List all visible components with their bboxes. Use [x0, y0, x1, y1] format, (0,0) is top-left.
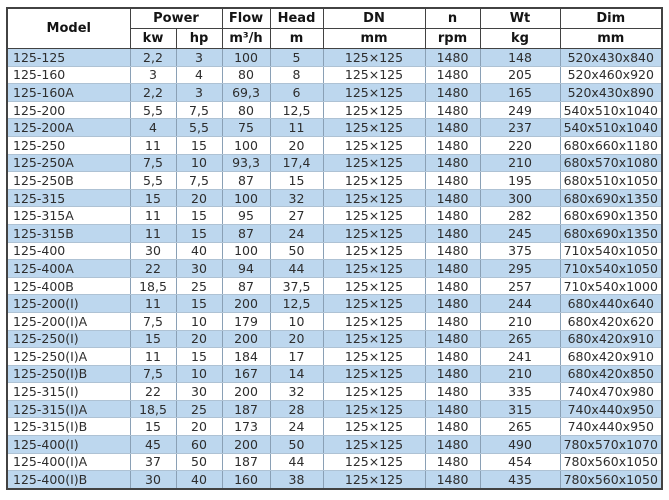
cell-kw: 15: [130, 189, 176, 207]
cell-kw: 7,5: [130, 312, 176, 330]
cell-wt: 244: [480, 295, 560, 313]
cell-model: 125-315: [7, 189, 130, 207]
cell-kw: 45: [130, 436, 176, 454]
cell-dim: 680x660x1180: [560, 136, 662, 154]
cell-hp: 60: [176, 436, 222, 454]
cell-head: 32: [270, 383, 323, 401]
table-row: [7, 189, 662, 207]
cell-kw: 22: [130, 260, 176, 278]
cell-flow: 80: [222, 66, 270, 84]
cell-dim: 740x440x950: [560, 418, 662, 436]
cell-hp: 30: [176, 260, 222, 278]
cell-n: 1480: [425, 49, 480, 67]
cell-n: 1480: [425, 224, 480, 242]
cell-dim: 680x690x1350: [560, 207, 662, 225]
cell-hp: 5,5: [176, 119, 222, 137]
cell-n: 1480: [425, 400, 480, 418]
cell-hp: 20: [176, 418, 222, 436]
cell-hp: 20: [176, 330, 222, 348]
cell-kw: 30: [130, 242, 176, 260]
cell-dim: 540x510x1040: [560, 101, 662, 119]
cell-hp: 30: [176, 383, 222, 401]
cell-head: 50: [270, 242, 323, 260]
cell-dn: 125×125: [323, 400, 425, 418]
cell-model: 125-400(I)B: [7, 471, 130, 489]
cell-dn: 125×125: [323, 295, 425, 313]
cell-dn: 125×125: [323, 224, 425, 242]
col-header-dn: DN: [323, 8, 425, 29]
cell-wt: 315: [480, 400, 560, 418]
cell-head: 10: [270, 312, 323, 330]
cell-n: 1480: [425, 330, 480, 348]
cell-model: 125-200(I): [7, 295, 130, 313]
cell-kw: 11: [130, 207, 176, 225]
cell-kw: 30: [130, 471, 176, 489]
cell-flow: 160: [222, 471, 270, 489]
table-row: [7, 101, 662, 119]
cell-dim: 780x560x1050: [560, 453, 662, 471]
cell-dim: 740x470x980: [560, 383, 662, 401]
col-header-dn-unit: mm: [323, 29, 425, 49]
table-row: [7, 154, 662, 172]
cell-hp: 15: [176, 348, 222, 366]
table-header: [7, 8, 662, 49]
cell-flow: 94: [222, 260, 270, 278]
cell-kw: 11: [130, 348, 176, 366]
table-body: [7, 49, 662, 489]
cell-dim: 780x560x1050: [560, 471, 662, 489]
cell-wt: 220: [480, 136, 560, 154]
cell-dn: 125×125: [323, 136, 425, 154]
col-header-wt-unit: kg: [480, 29, 560, 49]
cell-model: 125-315B: [7, 224, 130, 242]
cell-dn: 125×125: [323, 330, 425, 348]
cell-flow: 100: [222, 242, 270, 260]
cell-wt: 375: [480, 242, 560, 260]
cell-dn: 125×125: [323, 189, 425, 207]
cell-dim: 680x690x1350: [560, 189, 662, 207]
cell-dim: 520x430x890: [560, 84, 662, 102]
cell-dn: 125×125: [323, 436, 425, 454]
table-row: [7, 436, 662, 454]
cell-dn: 125×125: [323, 348, 425, 366]
cell-flow: 184: [222, 348, 270, 366]
cell-head: 6: [270, 84, 323, 102]
header-row-top: [7, 8, 662, 29]
cell-n: 1480: [425, 277, 480, 295]
cell-head: 27: [270, 207, 323, 225]
cell-kw: 18,5: [130, 400, 176, 418]
cell-head: 14: [270, 365, 323, 383]
cell-hp: 15: [176, 136, 222, 154]
cell-kw: 2,2: [130, 49, 176, 67]
cell-dim: 740x440x950: [560, 400, 662, 418]
cell-flow: 87: [222, 224, 270, 242]
table-row: [7, 453, 662, 471]
cell-dim: 680x440x640: [560, 295, 662, 313]
cell-wt: 205: [480, 66, 560, 84]
cell-hp: 3: [176, 84, 222, 102]
cell-hp: 4: [176, 66, 222, 84]
cell-n: 1480: [425, 383, 480, 401]
table-row: [7, 136, 662, 154]
cell-n: 1480: [425, 436, 480, 454]
cell-head: 5: [270, 49, 323, 67]
cell-dim: 680x420x910: [560, 348, 662, 366]
cell-wt: 490: [480, 436, 560, 454]
cell-dim: 780x570x1070: [560, 436, 662, 454]
cell-n: 1480: [425, 365, 480, 383]
cell-hp: 7,5: [176, 101, 222, 119]
cell-kw: 5,5: [130, 101, 176, 119]
col-header-head-unit: m: [270, 29, 323, 49]
cell-head: 28: [270, 400, 323, 418]
cell-wt: 249: [480, 101, 560, 119]
cell-kw: 11: [130, 224, 176, 242]
cell-wt: 210: [480, 154, 560, 172]
table-row: [7, 66, 662, 84]
cell-wt: 300: [480, 189, 560, 207]
cell-model: 125-400A: [7, 260, 130, 278]
cell-n: 1480: [425, 66, 480, 84]
cell-model: 125-125: [7, 49, 130, 67]
cell-dn: 125×125: [323, 471, 425, 489]
col-header-model: Model: [7, 8, 130, 49]
cell-flow: 100: [222, 189, 270, 207]
cell-model: 125-250(I): [7, 330, 130, 348]
cell-kw: 11: [130, 136, 176, 154]
cell-wt: 454: [480, 453, 560, 471]
cell-wt: 265: [480, 418, 560, 436]
cell-hp: 20: [176, 189, 222, 207]
cell-model: 125-400(I)A: [7, 453, 130, 471]
cell-n: 1480: [425, 84, 480, 102]
table-row: [7, 418, 662, 436]
cell-head: 50: [270, 436, 323, 454]
cell-flow: 87: [222, 172, 270, 190]
cell-model: 125-160: [7, 66, 130, 84]
cell-hp: 3: [176, 49, 222, 67]
cell-model: 125-250(I)A: [7, 348, 130, 366]
cell-dim: 540x510x1040: [560, 119, 662, 137]
col-header-n-unit: rpm: [425, 29, 480, 49]
pump-spec-table: [6, 7, 663, 490]
cell-flow: 187: [222, 453, 270, 471]
cell-n: 1480: [425, 136, 480, 154]
cell-wt: 265: [480, 330, 560, 348]
cell-model: 125-400B: [7, 277, 130, 295]
cell-wt: 295: [480, 260, 560, 278]
cell-dn: 125×125: [323, 49, 425, 67]
cell-dn: 125×125: [323, 154, 425, 172]
cell-flow: 69,3: [222, 84, 270, 102]
cell-head: 24: [270, 418, 323, 436]
cell-flow: 200: [222, 295, 270, 313]
cell-dim: 680x690x1350: [560, 224, 662, 242]
cell-dim: 520x430x840: [560, 49, 662, 67]
col-header-head: Head: [270, 8, 323, 29]
cell-wt: 237: [480, 119, 560, 137]
cell-head: 44: [270, 260, 323, 278]
cell-dn: 125×125: [323, 242, 425, 260]
cell-hp: 40: [176, 471, 222, 489]
cell-n: 1480: [425, 207, 480, 225]
cell-head: 38: [270, 471, 323, 489]
table-row: [7, 471, 662, 489]
cell-kw: 2,2: [130, 84, 176, 102]
cell-n: 1480: [425, 189, 480, 207]
cell-n: 1480: [425, 312, 480, 330]
cell-dim: 680x570x1080: [560, 154, 662, 172]
cell-head: 37,5: [270, 277, 323, 295]
cell-n: 1480: [425, 295, 480, 313]
cell-dim: 680x420x910: [560, 330, 662, 348]
cell-head: 17,4: [270, 154, 323, 172]
cell-dn: 125×125: [323, 277, 425, 295]
cell-head: 20: [270, 136, 323, 154]
cell-model: 125-250: [7, 136, 130, 154]
cell-wt: 148: [480, 49, 560, 67]
cell-kw: 18,5: [130, 277, 176, 295]
cell-n: 1480: [425, 471, 480, 489]
cell-hp: 15: [176, 224, 222, 242]
cell-head: 20: [270, 330, 323, 348]
cell-kw: 22: [130, 383, 176, 401]
cell-model: 125-315(I)A: [7, 400, 130, 418]
cell-dn: 125×125: [323, 101, 425, 119]
cell-head: 11: [270, 119, 323, 137]
cell-dn: 125×125: [323, 383, 425, 401]
table-row: [7, 295, 662, 313]
cell-hp: 15: [176, 207, 222, 225]
cell-wt: 165: [480, 84, 560, 102]
table-row: [7, 348, 662, 366]
cell-dn: 125×125: [323, 207, 425, 225]
cell-model: 125-160A: [7, 84, 130, 102]
cell-wt: 210: [480, 312, 560, 330]
cell-model: 125-315(I)B: [7, 418, 130, 436]
cell-n: 1480: [425, 418, 480, 436]
cell-n: 1480: [425, 260, 480, 278]
cell-head: 12,5: [270, 295, 323, 313]
cell-model: 125-200A: [7, 119, 130, 137]
cell-wt: 257: [480, 277, 560, 295]
cell-flow: 200: [222, 330, 270, 348]
cell-flow: 100: [222, 136, 270, 154]
cell-hp: 10: [176, 154, 222, 172]
cell-flow: 95: [222, 207, 270, 225]
cell-n: 1480: [425, 101, 480, 119]
cell-wt: 435: [480, 471, 560, 489]
col-header-flow-unit: m³/h: [222, 29, 270, 49]
cell-dim: 680x420x620: [560, 312, 662, 330]
cell-n: 1480: [425, 154, 480, 172]
cell-kw: 4: [130, 119, 176, 137]
cell-dn: 125×125: [323, 172, 425, 190]
cell-kw: 7,5: [130, 365, 176, 383]
cell-dim: 680x510x1050: [560, 172, 662, 190]
col-header-kw: kw: [130, 29, 176, 49]
cell-dn: 125×125: [323, 119, 425, 137]
cell-head: 8: [270, 66, 323, 84]
table-row: [7, 242, 662, 260]
cell-dim: 710x540x1050: [560, 242, 662, 260]
col-header-dim-unit: mm: [560, 29, 662, 49]
cell-wt: 245: [480, 224, 560, 242]
table-row: [7, 365, 662, 383]
cell-wt: 195: [480, 172, 560, 190]
cell-flow: 100: [222, 49, 270, 67]
col-header-wt: Wt: [480, 8, 560, 29]
cell-head: 24: [270, 224, 323, 242]
cell-dn: 125×125: [323, 453, 425, 471]
cell-kw: 15: [130, 418, 176, 436]
table-row: [7, 49, 662, 67]
cell-dim: 520x460x920: [560, 66, 662, 84]
cell-head: 15: [270, 172, 323, 190]
cell-wt: 241: [480, 348, 560, 366]
cell-hp: 7,5: [176, 172, 222, 190]
table-row: [7, 84, 662, 102]
cell-flow: 179: [222, 312, 270, 330]
cell-flow: 200: [222, 436, 270, 454]
table-row: [7, 330, 662, 348]
cell-dn: 125×125: [323, 312, 425, 330]
cell-dn: 125×125: [323, 84, 425, 102]
cell-hp: 50: [176, 453, 222, 471]
cell-n: 1480: [425, 453, 480, 471]
cell-wt: 282: [480, 207, 560, 225]
col-header-hp: hp: [176, 29, 222, 49]
cell-kw: 37: [130, 453, 176, 471]
cell-model: 125-250(I)B: [7, 365, 130, 383]
cell-hp: 10: [176, 365, 222, 383]
cell-hp: 15: [176, 295, 222, 313]
cell-hp: 10: [176, 312, 222, 330]
cell-flow: 187: [222, 400, 270, 418]
cell-hp: 40: [176, 242, 222, 260]
cell-dn: 125×125: [323, 66, 425, 84]
cell-n: 1480: [425, 119, 480, 137]
col-header-dim: Dim: [560, 8, 662, 29]
cell-flow: 75: [222, 119, 270, 137]
cell-flow: 173: [222, 418, 270, 436]
cell-dim: 680x420x850: [560, 365, 662, 383]
cell-kw: 15: [130, 330, 176, 348]
cell-model: 125-250A: [7, 154, 130, 172]
cell-flow: 93,3: [222, 154, 270, 172]
table-row: [7, 277, 662, 295]
col-header-flow: Flow: [222, 8, 270, 29]
cell-model: 125-200: [7, 101, 130, 119]
cell-kw: 3: [130, 66, 176, 84]
table-row: [7, 207, 662, 225]
cell-flow: 167: [222, 365, 270, 383]
cell-kw: 11: [130, 295, 176, 313]
table-row: [7, 172, 662, 190]
cell-wt: 210: [480, 365, 560, 383]
cell-kw: 7,5: [130, 154, 176, 172]
cell-hp: 25: [176, 400, 222, 418]
cell-model: 125-200(I)A: [7, 312, 130, 330]
cell-model: 125-250B: [7, 172, 130, 190]
cell-model: 125-400(I): [7, 436, 130, 454]
table-row: [7, 119, 662, 137]
cell-head: 12,5: [270, 101, 323, 119]
cell-dim: 710x540x1050: [560, 260, 662, 278]
cell-dn: 125×125: [323, 418, 425, 436]
cell-head: 32: [270, 189, 323, 207]
cell-n: 1480: [425, 172, 480, 190]
table-row: [7, 312, 662, 330]
cell-n: 1480: [425, 242, 480, 260]
cell-hp: 25: [176, 277, 222, 295]
cell-dn: 125×125: [323, 365, 425, 383]
cell-flow: 80: [222, 101, 270, 119]
cell-kw: 5,5: [130, 172, 176, 190]
cell-model: 125-400: [7, 242, 130, 260]
cell-n: 1480: [425, 348, 480, 366]
table-row: [7, 400, 662, 418]
cell-head: 44: [270, 453, 323, 471]
cell-dim: 710x540x1000: [560, 277, 662, 295]
cell-head: 17: [270, 348, 323, 366]
cell-flow: 87: [222, 277, 270, 295]
cell-flow: 200: [222, 383, 270, 401]
col-header-power: Power: [130, 8, 222, 29]
pump-spec-table-wrapper: [6, 7, 663, 490]
cell-dn: 125×125: [323, 260, 425, 278]
col-header-n: n: [425, 8, 480, 29]
cell-model: 125-315(I): [7, 383, 130, 401]
cell-wt: 335: [480, 383, 560, 401]
table-row: [7, 383, 662, 401]
table-row: [7, 224, 662, 242]
cell-model: 125-315A: [7, 207, 130, 225]
table-row: [7, 260, 662, 278]
